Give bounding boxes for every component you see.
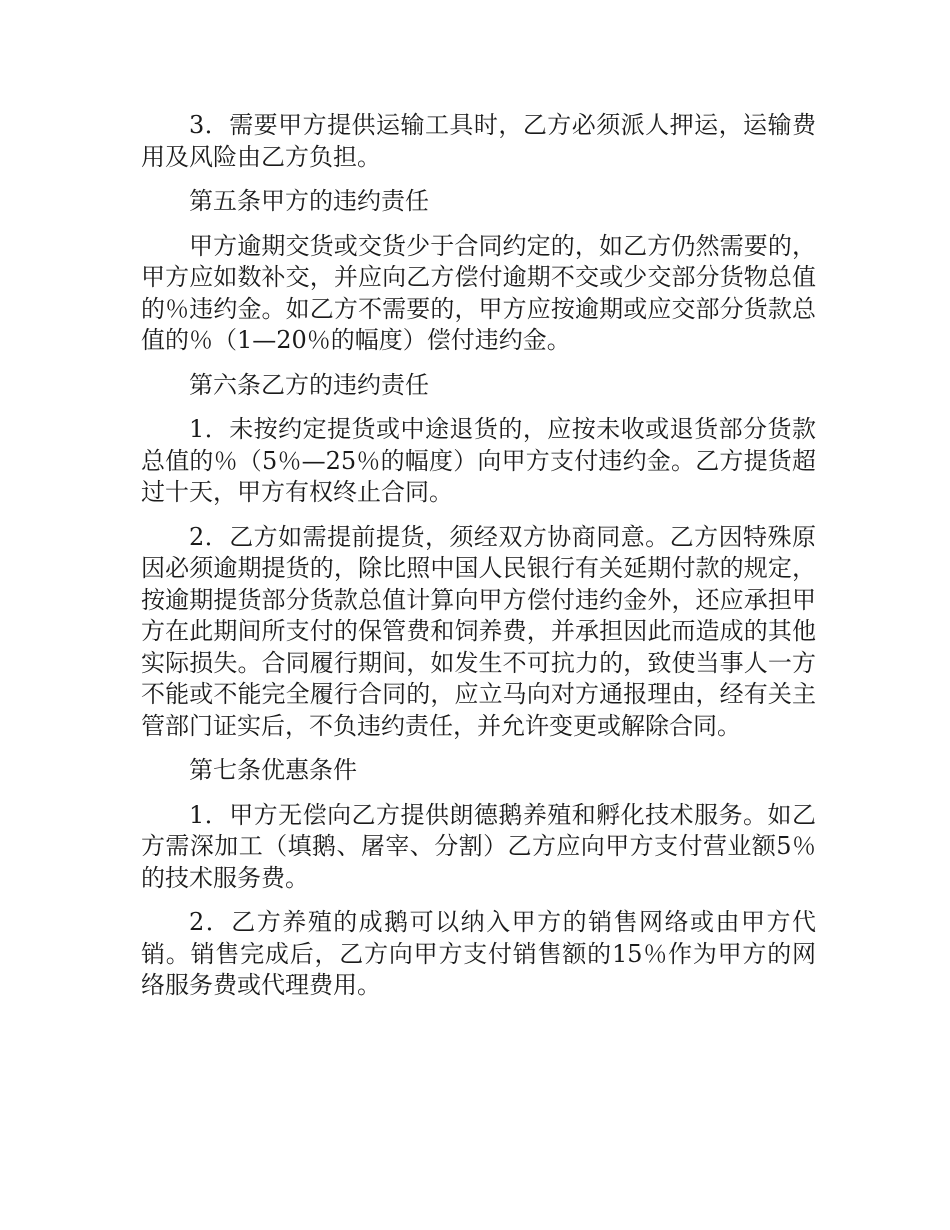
- article-5-heading: 第五条甲方的违约责任: [189, 187, 429, 215]
- article-6-heading: 第六条乙方的违约责任: [189, 370, 429, 399]
- document-body: [141, 110, 816, 1015]
- article-5-body: 甲方逾期交货或交货少于合同约定的，如乙方仍然需要的，甲方应如数补交，并应向乙方偿付逾期不交或少交部分货物总值的％违约金。如乙方不需要的，甲方应按逾期或应交部分货款总值的％（1—20％的幅度）偿付违约金。: [141, 231, 816, 354]
- article-6-item-1: 1．未按约定提货或中途退货的，应按未收或退货部分货款总值的％（5％—25％的幅度）向甲方支付违约金。乙方提货超过十天，甲方有权终止合同。: [141, 415, 816, 506]
- article-7-item-1: 1．甲方无偿向乙方提供朗德鹅养殖和孵化技术服务。如乙方需深加工（填鹅、屠宰、分割）乙方应向甲方支付营业额5％的技术服务费。: [141, 800, 816, 892]
- clause-4-item-3: 3．需要甲方提供运输工具时，乙方必须派人押运，运输费用及风险由乙方负担。: [141, 111, 816, 171]
- article-7-item-2: 2．乙方养殖的成鹅可以纳入甲方的销售网络或由甲方代销。销售完成后，乙方向甲方支付销售额的15％作为甲方的网络服务费或代理费用。: [141, 908, 816, 999]
- article-6-item-2: 2．乙方如需提前提货，须经双方协商同意。乙方因特殊原因必须逾期提货的，除比照中国人民银行有关延期付款的规定，按逾期提货部分货款总值计算向甲方偿付违约金外，还应承担甲方在此期间所支付的保管费和饲养费，并承担因此而造成的其他实际损失。合同履行期间，如发生不可抗力的，致使当事人一方不能或不能完全履行合同的，应立马向对方通报理由，经有关主管部门证实后，不负违约责任，并允许变更或解除合同。: [141, 522, 816, 740]
- article-7-heading: 第七条优惠条件: [189, 756, 357, 784]
